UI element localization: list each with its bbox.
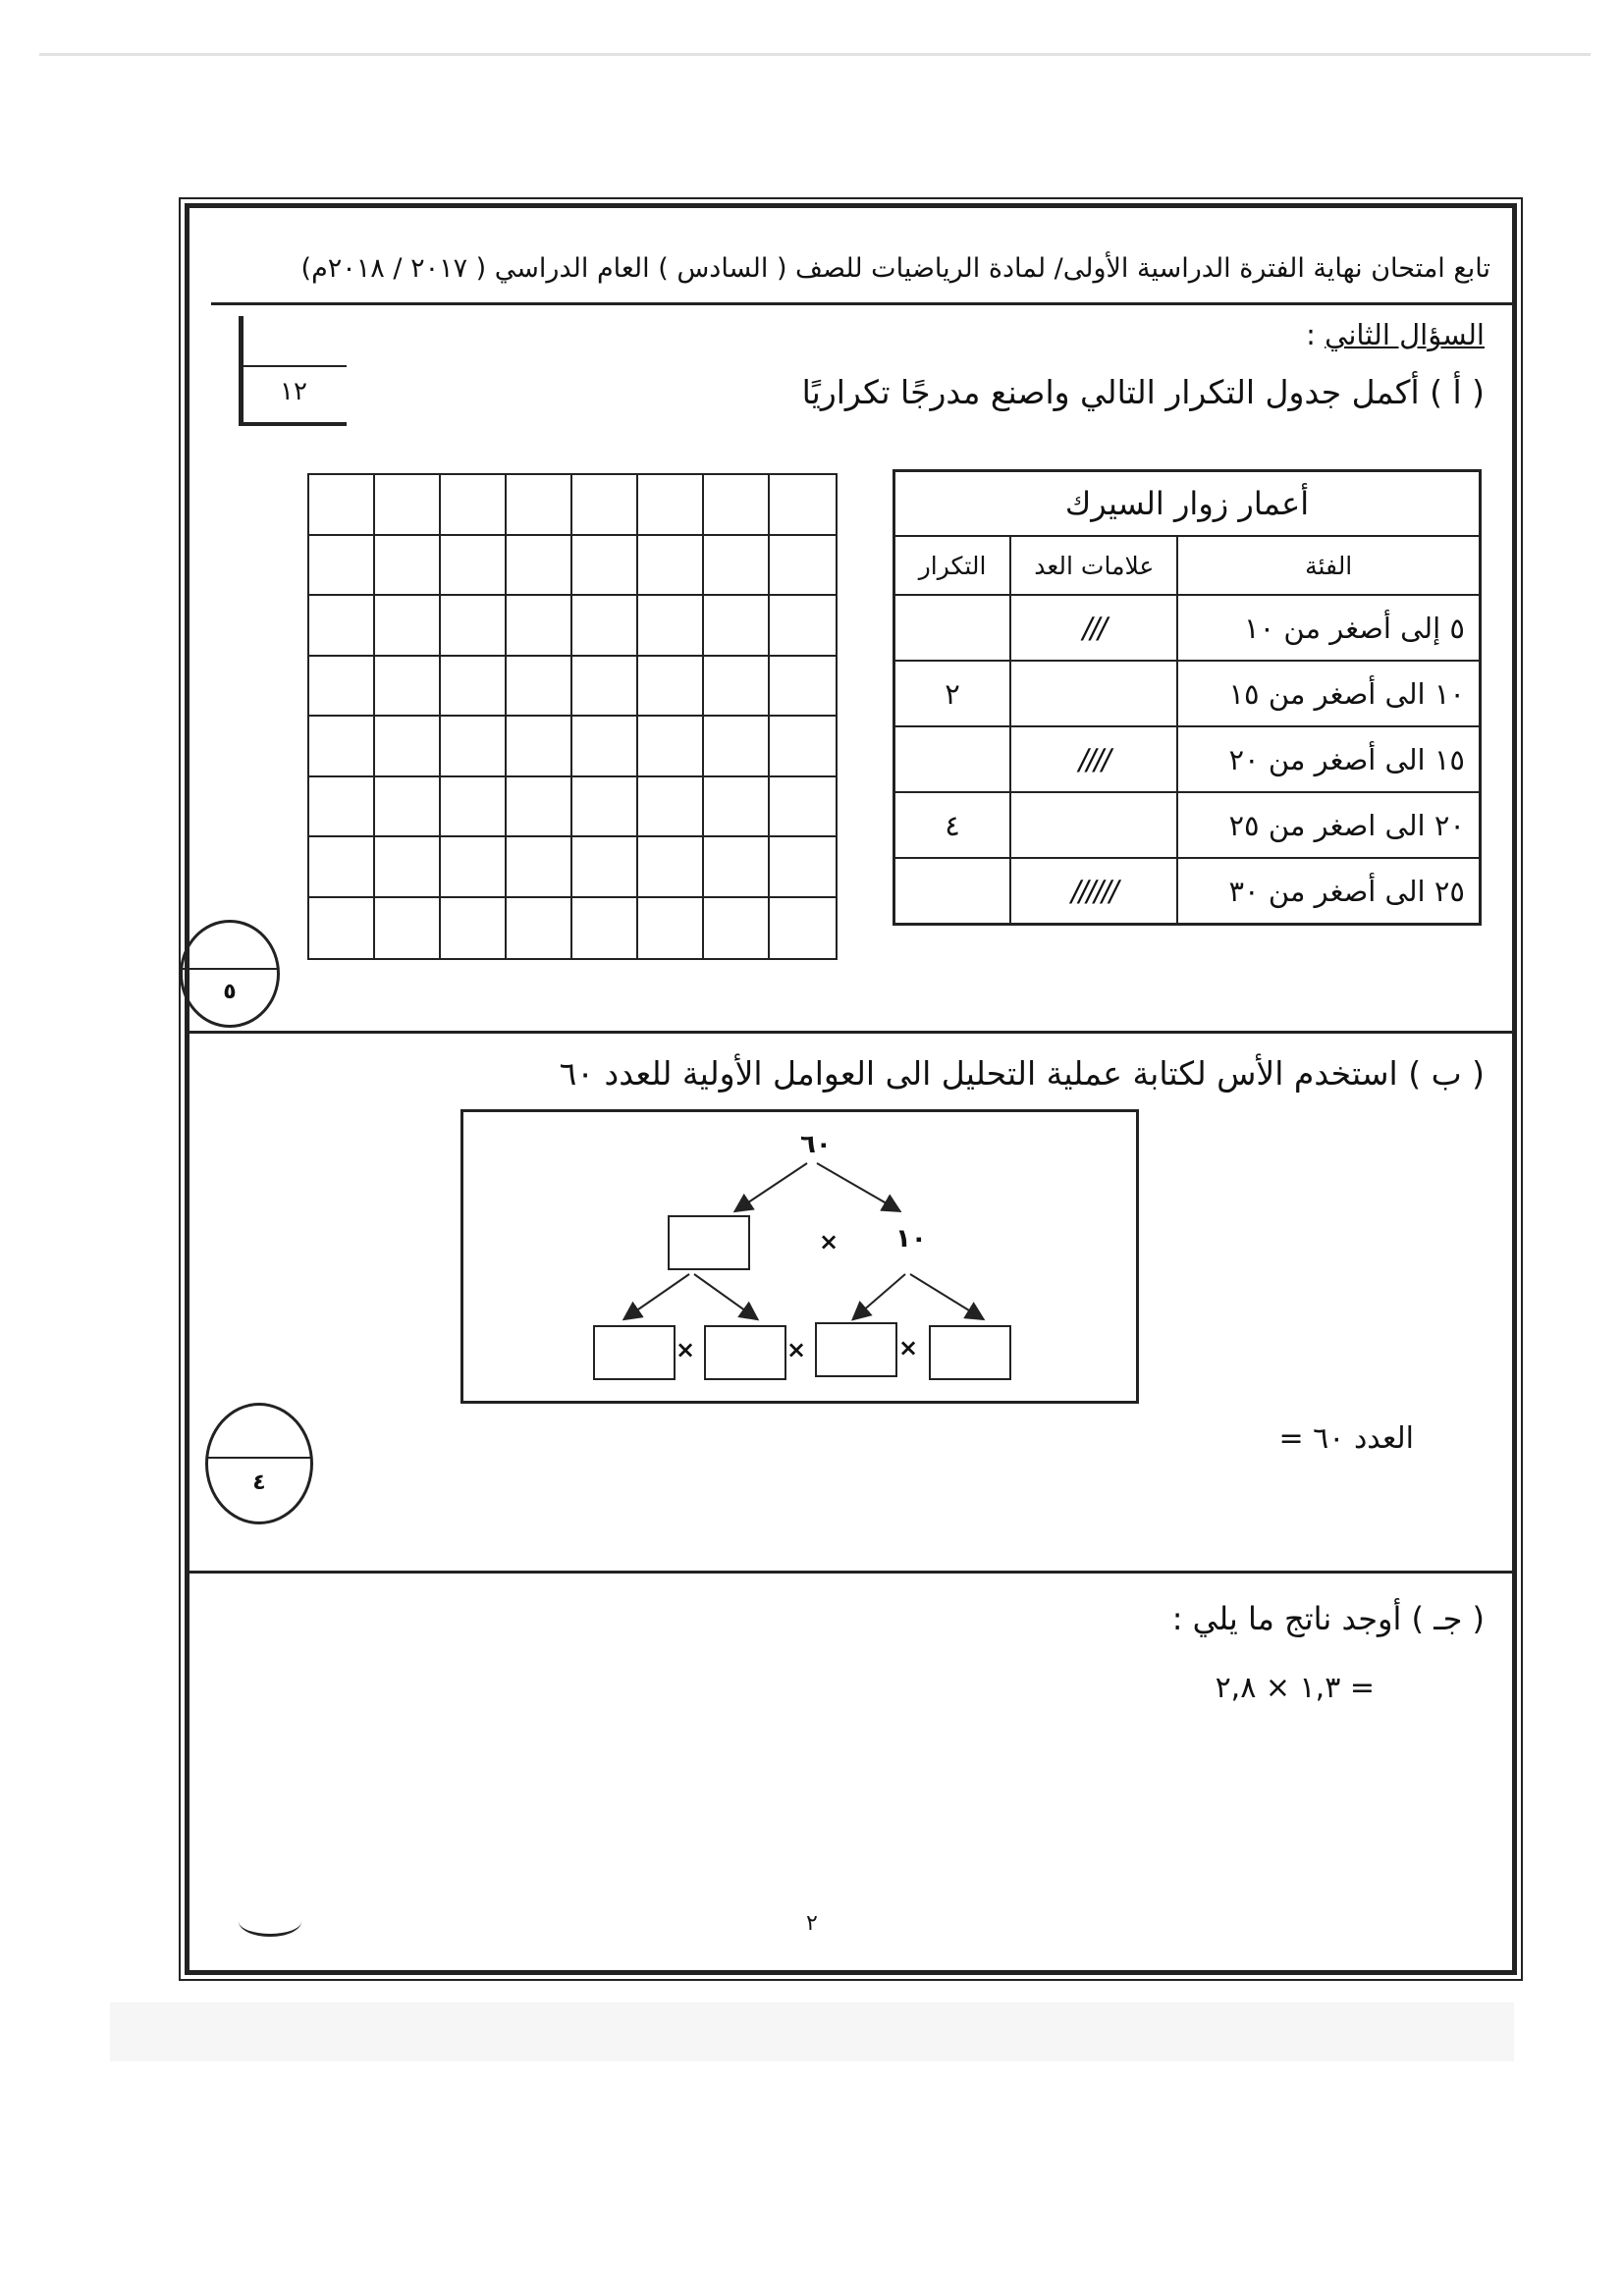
grid-cell[interactable] [704,657,770,718]
exam-sheet [185,203,1517,1975]
question-title [1306,318,1485,351]
tally-cell[interactable]: /// [1010,595,1177,661]
part-c-expression: = ١,٣ × ٢,٨ [1215,1671,1375,1705]
tally-cell[interactable] [1010,792,1177,858]
frequency-cell[interactable]: ٢ [894,661,1011,726]
table-row [894,726,1481,792]
grid-cell[interactable] [441,717,507,777]
frequency-table-title: أعمار زوار السيرك [894,471,1481,537]
grid-cell[interactable] [770,717,836,777]
grid-cell[interactable] [770,596,836,657]
grid-cell[interactable] [572,475,638,536]
category-cell: ٢٠ الى اصغر من ٢٥ [1177,792,1480,858]
grid-cell[interactable] [309,596,375,657]
category-cell: ٥ إلى أصغر من ١٠ [1177,595,1480,661]
grid-cell[interactable] [441,596,507,657]
grid-cell[interactable] [309,837,375,898]
part-b-score-oval [205,1403,313,1524]
grid-cell[interactable] [572,657,638,718]
grid-cell[interactable] [441,837,507,898]
grid-cell[interactable] [770,837,836,898]
table-row [894,595,1481,661]
grid-cell[interactable] [375,596,441,657]
grid-cell[interactable] [441,777,507,838]
header-rule [211,302,1512,305]
grid-cell[interactable] [375,717,441,777]
exam-header-text: تابع امتحان نهاية الفترة الدراسية الأولى/ لمادة الرياضيات للصف ( السادس ) العام الدراسي ( ٢٠١٧ / ٢٠١٨م) [300,253,1490,284]
tally-cell[interactable]: //// [1010,726,1177,792]
exam-header [189,208,1512,304]
tally-cell[interactable]: ////// [1010,858,1177,925]
grid-cell[interactable] [441,536,507,597]
grid-cell[interactable] [572,596,638,657]
top-divider [39,53,1591,56]
part-b-score: ٤ [252,1470,266,1495]
grid-cell[interactable] [375,657,441,718]
grid-cell[interactable] [572,837,638,898]
grid-cell[interactable] [507,837,572,898]
grid-cell[interactable] [572,777,638,838]
frequency-cell[interactable]: ٤ [894,792,1011,858]
histogram-grid[interactable] [307,473,838,960]
grid-cell[interactable] [375,837,441,898]
grid-cell[interactable] [572,717,638,777]
grid-cell[interactable] [770,657,836,718]
column-header-category: الفئة [1177,536,1480,595]
factor-answer-box[interactable] [593,1325,676,1380]
grid-cell[interactable] [770,898,836,959]
part-b-answer-label: العدد ٦٠ = [1278,1421,1414,1456]
factor-answer-box[interactable] [668,1215,750,1270]
grid-cell[interactable] [507,657,572,718]
category-cell: ١٠ الى أصغر من ١٥ [1177,661,1480,726]
grid-cell[interactable] [309,536,375,597]
category-cell: ١٥ الى أصغر من ٢٠ [1177,726,1480,792]
grid-cell[interactable] [507,536,572,597]
grid-cell[interactable] [704,837,770,898]
grid-cell[interactable] [507,475,572,536]
grid-cell[interactable] [309,777,375,838]
factor-answer-box[interactable] [704,1325,786,1380]
factor-tree-box [460,1109,1139,1404]
grid-cell[interactable] [572,898,638,959]
part-c-instruction: ( جـ ) أوجد ناتج ما يلي : [1171,1600,1485,1637]
grid-cell[interactable] [507,898,572,959]
grid-cell[interactable] [704,717,770,777]
grid-cell[interactable] [375,536,441,597]
factor-answer-box[interactable] [815,1322,897,1377]
grid-cell[interactable] [704,475,770,536]
grid-cell[interactable] [507,596,572,657]
multiply-symbol: × [819,1228,839,1255]
grid-cell[interactable] [770,475,836,536]
part-a-instruction: ( أ ) أكمل جدول التكرار التالي واصنع مدرجًا تكراريًا [801,373,1485,411]
frequency-table [893,469,1482,926]
grid-cell[interactable] [375,777,441,838]
grid-cell[interactable] [770,777,836,838]
part-b-instruction: ( ب ) استخدم الأس لكتابة عملية التحليل الى العوامل الأولية للعدد ٦٠ [559,1054,1485,1093]
table-row [894,792,1481,858]
grid-cell[interactable] [638,837,704,898]
question-score-box [239,316,347,426]
grid-cell[interactable] [309,717,375,777]
grid-cell[interactable] [441,657,507,718]
section-divider-a [189,1031,1512,1034]
grid-cell[interactable] [770,536,836,597]
grid-cell[interactable] [638,777,704,838]
part-a-score-oval [180,920,280,1028]
table-row [894,858,1481,925]
grid-cell[interactable] [572,536,638,597]
grid-cell[interactable] [309,475,375,536]
grid-cell[interactable] [375,475,441,536]
grid-cell[interactable] [507,777,572,838]
grid-cell[interactable] [441,475,507,536]
column-header-frequency: التكرار [894,536,1011,595]
multiply-symbol: × [786,1336,807,1363]
grid-cell[interactable] [638,536,704,597]
grid-cell[interactable] [638,898,704,959]
page-number: ٢ [806,1911,818,1936]
grid-cell[interactable] [704,536,770,597]
grid-cell[interactable] [309,898,375,959]
frequency-cell[interactable] [894,858,1011,925]
factor-answer-box[interactable] [929,1325,1011,1380]
column-header-tally: علامات العد [1010,536,1177,595]
grid-cell[interactable] [704,898,770,959]
question-total-score: ١٢ [280,377,307,406]
grid-cell[interactable] [507,717,572,777]
question-title-text: السؤال الثاني [1325,318,1485,351]
grid-cell[interactable] [704,596,770,657]
grid-cell[interactable] [638,717,704,777]
scan-shadow [110,2002,1514,2061]
grid-cell[interactable] [704,777,770,838]
table-row [894,661,1481,726]
corner-mark [239,1906,301,1937]
multiply-symbol: × [676,1336,696,1363]
grid-cell[interactable] [309,657,375,718]
part-a-score: ٥ [223,980,237,1004]
tree-root-value: ٦٠ [800,1130,832,1159]
grid-cell[interactable] [638,596,704,657]
grid-cell[interactable] [638,475,704,536]
tally-cell[interactable] [1010,661,1177,726]
grid-cell[interactable] [441,898,507,959]
grid-cell[interactable] [375,898,441,959]
question-title-colon: : [1306,318,1316,351]
category-cell: ٢٥ الى أصغر من ٣٠ [1177,858,1480,925]
frequency-cell[interactable] [894,726,1011,792]
section-divider-b [189,1571,1512,1574]
frequency-cell[interactable] [894,595,1011,661]
grid-cell[interactable] [638,657,704,718]
multiply-symbol: × [898,1334,919,1362]
tree-known-factor: ١٠ [895,1224,927,1254]
